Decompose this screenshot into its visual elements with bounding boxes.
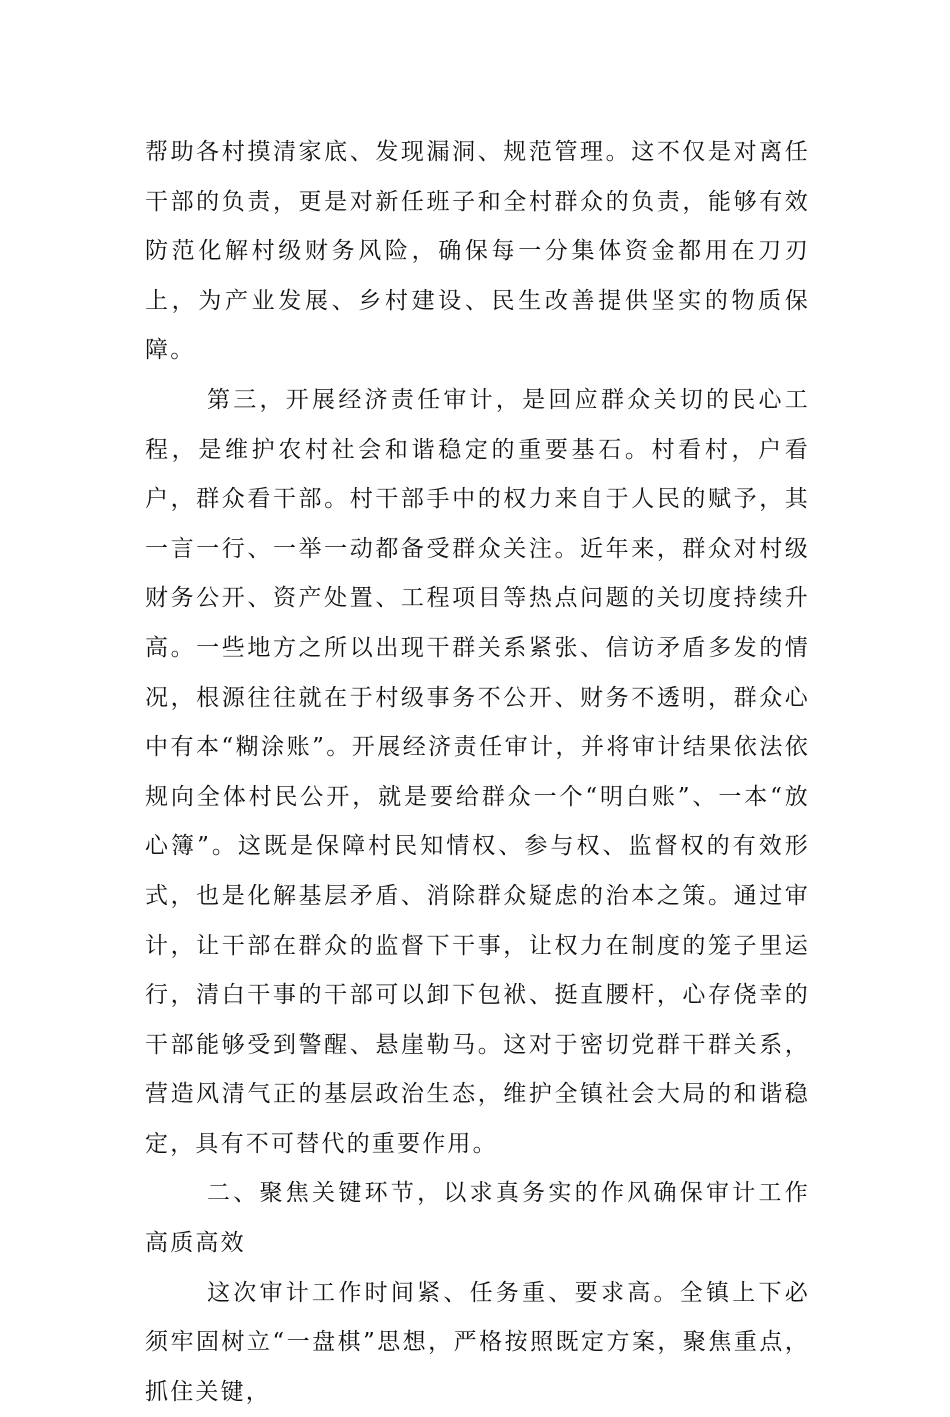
paragraph-continued: 帮助各村摸清家底、发现漏洞、规范管理。这不仅是对离任干部的负责，更是对新任班子和全村群众的负责，能够有效防范化解村级财务风险，确保每一分集体资金都用在刀刃上，为产业发展、乡村建设、民生改善提供坚实的物质保障。 bbox=[145, 139, 810, 364]
section-heading-two: 二、聚焦关键环节，以求真务实的作风确保审计工作高质高效 bbox=[145, 1180, 810, 1257]
paragraph-audit-work: 这次审计工作时间紧、任务重、要求高。全镇上下必须牢固树立“一盘棋”思想，严格按照既定方案，聚焦重点，抓住关键， bbox=[145, 1279, 810, 1405]
document-body bbox=[145, 128, 810, 1417]
paragraph-third-point: 第三，开展经济责任审计，是回应群众关切的民心工程，是维护农村社会和谐稳定的重要基石。村看村，户看户，群众看干部。村干部手中的权力来自于人民的赋予，其一言一行、一举一动都备受群众关注。近年来，群众对村级财务公开、资产处置、工程项目等热点问题的关切度持续升高。一些地方之所以出现干群关系紧张、信访矛盾多发的情况，根源往往就在于村级事务不公开、财务不透明，群众心中有本“糊涂账”。开展经济责任审计，并将审计结果依法依规向全体村民公开，就是要给群众一个“明白账”、一本“放心簿”。这既是保障村民知情权、参与权、监督权的有效形式，也是化解基层矛盾、消除群众疑虑的治本之策。通过审计，让干部在群众的监督下干事，让权力在制度的笼子里运行，清白干事的干部可以卸下包袱、挺直腰杆，心存侥幸的干部能够受到警醒、悬崖勒马。这对于密切党群干群关系，营造风清气正的基层政治生态，维护全镇社会大局的和谐稳定，具有不可替代的重要作用。 bbox=[145, 386, 810, 1157]
